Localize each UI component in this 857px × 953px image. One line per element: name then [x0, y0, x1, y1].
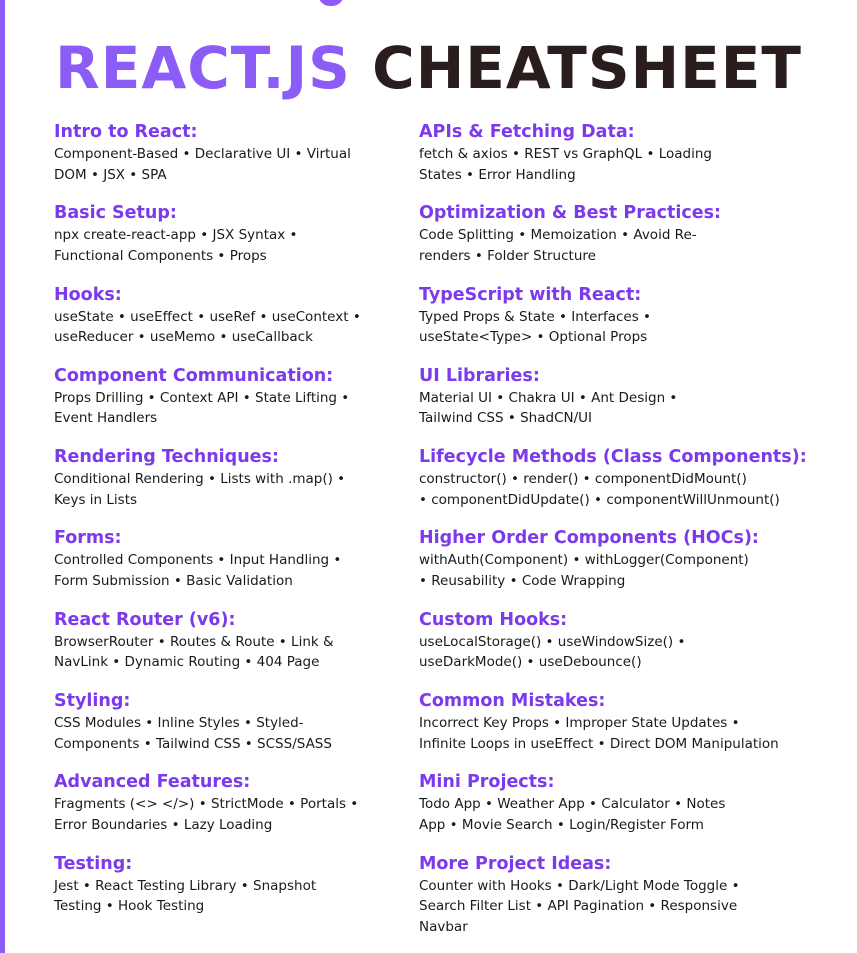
section-advanced-features — [54, 768, 404, 849]
section-line: Conditional Rendering • Lists with .map() • — [54, 471, 346, 488]
section-line: npx create-react-app • JSX Syntax • — [54, 227, 298, 244]
section-line: Error Boundaries • Lazy Loading — [54, 816, 273, 833]
section-mini-projects — [419, 768, 849, 849]
title-react-js: REACT.JS — [55, 34, 351, 102]
section-line: • Reusability • Code Wrapping — [419, 572, 626, 589]
section-line: Typed Props & State • Interfaces • — [419, 308, 652, 325]
section-line: Infinite Loops in useEffect • Direct DOM Manipulation — [419, 735, 779, 752]
section-heading: Mini Projects: — [419, 772, 555, 793]
section-line: Component-Based • Declarative UI • Virtual — [54, 146, 351, 162]
section-line: Fragments (<> </>) • StrictMode • Portals • — [54, 796, 359, 813]
section-line: Props Drilling • Context API • State Lifting • — [54, 389, 350, 406]
section-forms — [54, 524, 404, 605]
left-accent-bar — [0, 0, 5, 953]
section-line: Incorrect Key Props • Improper State Updates • — [419, 715, 740, 732]
section-line: • componentDidUpdate() • componentWillUnmount() — [419, 491, 780, 508]
section-basic-setup — [54, 199, 404, 280]
section-line: Testing • Hook Testing — [54, 898, 205, 915]
section-testing — [54, 850, 404, 931]
section-line: useDarkMode() • useDebounce() — [419, 654, 642, 671]
section-line: DOM • JSX • SPA — [54, 166, 167, 183]
section-line: useReducer • useMemo • useCallback — [54, 329, 313, 346]
section-line: Form Submission • Basic Validation — [54, 572, 293, 589]
section-heading: More Project Ideas: — [419, 853, 612, 874]
section-line: Navbar — [419, 918, 468, 935]
section-heading: Lifecycle Methods (Class Components): — [419, 447, 807, 468]
section-typescript — [419, 281, 849, 362]
section-heading: Custom Hooks: — [419, 609, 568, 630]
section-line: fetch & axios • REST vs GraphQL • Loading — [419, 146, 712, 162]
section-common-mistakes — [419, 687, 849, 768]
section-heading: Optimization & Best Practices: — [419, 203, 722, 224]
section-line: Todo App • Weather App • Calculator • Notes — [419, 796, 726, 813]
section-heading: Rendering Techniques: — [54, 447, 279, 468]
section-line: Components • Tailwind CSS • SCSS/SASS — [54, 735, 332, 752]
section-heading: Hooks: — [54, 284, 122, 305]
section-line: App • Movie Search • Login/Register Form — [419, 816, 704, 833]
section-hocs — [419, 524, 849, 605]
right-column — [419, 118, 849, 935]
section-line: Material UI • Chakra UI • Ant Design • — [419, 389, 678, 406]
section-heading: Common Mistakes: — [419, 691, 606, 712]
section-apis-fetching-data — [419, 118, 849, 199]
section-custom-hooks — [419, 606, 849, 687]
page-title — [0, 28, 857, 108]
section-line: BrowserRouter • Routes & Route • Link & — [54, 633, 334, 650]
section-line: renders • Folder Structure — [419, 247, 596, 264]
section-hooks — [54, 281, 404, 362]
section-line: Controlled Components • Input Handling • — [54, 552, 342, 569]
section-heading: Basic Setup: — [54, 203, 177, 224]
section-ui-libraries — [419, 362, 849, 443]
section-intro-to-react — [54, 118, 404, 199]
section-styling — [54, 687, 404, 768]
top-logo-fragment — [318, 0, 344, 6]
section-heading: Component Communication: — [54, 365, 334, 386]
section-line: Keys in Lists — [54, 491, 138, 508]
section-line: useState • useEffect • useRef • useContext • — [54, 308, 361, 325]
section-optimization — [419, 199, 849, 280]
section-line: Counter with Hooks • Dark/Light Mode Toggle • — [419, 877, 740, 894]
section-lifecycle-methods — [419, 443, 849, 524]
section-heading: APIs & Fetching Data: — [419, 122, 635, 142]
section-line: Jest • React Testing Library • Snapshot — [54, 877, 317, 894]
section-heading: UI Libraries: — [419, 365, 540, 386]
section-line: Functional Components • Props — [54, 247, 267, 264]
section-heading: Higher Order Components (HOCs): — [419, 528, 759, 549]
section-heading: Forms: — [54, 528, 122, 549]
left-column — [54, 118, 404, 931]
section-line: withAuth(Component) • withLogger(Component) — [419, 552, 749, 569]
section-react-router — [54, 606, 404, 687]
section-line: useState<Type> • Optional Props — [419, 329, 648, 346]
section-heading: Advanced Features: — [54, 772, 251, 793]
section-line: Tailwind CSS • ShadCN/UI — [419, 410, 593, 427]
title-cheatsheet: CHEATSHEET — [372, 34, 802, 102]
section-more-project-ideas — [419, 850, 849, 935]
section-line: useLocalStorage() • useWindowSize() • — [419, 633, 686, 650]
section-component-communication — [54, 362, 404, 443]
section-heading: Testing: — [54, 853, 133, 874]
section-line: NavLink • Dynamic Routing • 404 Page — [54, 654, 320, 671]
section-heading: React Router (v6): — [54, 609, 236, 630]
section-heading: Intro to React: — [54, 122, 198, 142]
section-line: Event Handlers — [54, 410, 158, 427]
section-line: CSS Modules • Inline Styles • Styled- — [54, 715, 304, 732]
section-rendering-techniques — [54, 443, 404, 524]
section-line: Code Splitting • Memoization • Avoid Re- — [419, 227, 697, 244]
section-line: constructor() • render() • componentDidMount() — [419, 471, 747, 488]
section-line: Search Filter List • API Pagination • Responsive — [419, 898, 738, 915]
section-line: States • Error Handling — [419, 166, 576, 183]
section-heading: TypeScript with React: — [419, 284, 642, 305]
section-heading: Styling: — [54, 691, 131, 712]
